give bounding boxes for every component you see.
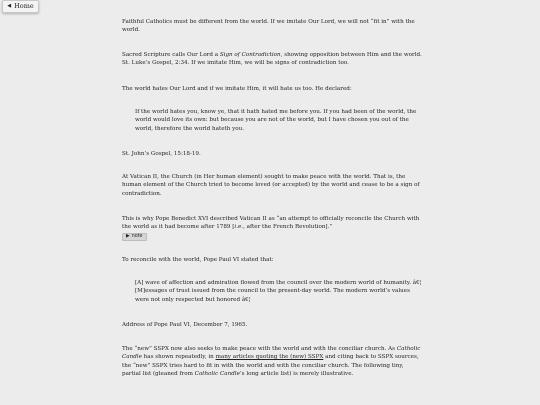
paragraph: The world hates Our Lord and if we imitate Him, it will hate us too. He declared: <box>122 86 352 92</box>
left-triangle-icon: ◀ <box>7 3 12 9</box>
paragraph: Faithful Catholics must be different from the world. If we imitate Our Lord, we will not “fit in” with the world. <box>122 19 415 34</box>
paragraph: To reconcile with the world, Pope Paul VI stated that: <box>122 257 274 263</box>
blockquote: If the world hates you, know ye, that it hath hated me before you. If you had been of the world, the world would love its own: but because you are not of the world, but I have chosen you out of the world, therefore the world hateth you. <box>135 109 417 132</box>
play-triangle-icon: ▶ <box>126 233 130 239</box>
home-label: Home <box>14 2 34 10</box>
blockquote: [A] wave of affection and admiration flowed from the council over the modern world of humanity. â€¦ [M]essages of trust issued from the council to the present-day world. The modern world’s values were not only respected but honored â€¦ <box>135 280 422 303</box>
paragraph: Sacred Scripture calls Our Lord a Sign of Contradiction, showing opposition between Him and the world. St. Luke’s Gospel, 2:34. If we imitate Him, we will be signs of contradiction too. <box>122 52 422 67</box>
paragraph: At Vatican II, the Church (in Her human element) sought to make peace with the world. That is, the human element of the Church tried to become loved (or accepted) by the world and cease to be a sign of contradiction. <box>122 174 420 197</box>
paragraph: St. John’s Gospel, 15:18-19. <box>122 151 201 157</box>
articles-link[interactable]: many articles quoting the (new) SSPX <box>215 354 324 361</box>
note-button[interactable]: ▶ note <box>122 233 147 241</box>
paragraph: Address of Pope Paul VI, December 7, 1965. <box>122 322 248 328</box>
home-button[interactable] <box>2 0 39 13</box>
paragraph: The “new” SSPX now also seeks to make peace with the world and with the conciliar church. As Catholic Candle has shown repeatedly, in many articles quoting the (new) SSPX and citing back to SSPX sources, the “new” SSPX tries hard to fit in with the world and with the conciliar church. The following tiny, partial list (gleaned from Catholic Candle’s long article list) is merely illustrative. <box>122 346 421 377</box>
paragraph: This is why Pope Benedict XVI described Vatican II as “an attempt to officially reconcile the Church with the world as it had become after 1789 [i.e., after the French Revolution].” ▶ note <box>122 216 420 239</box>
